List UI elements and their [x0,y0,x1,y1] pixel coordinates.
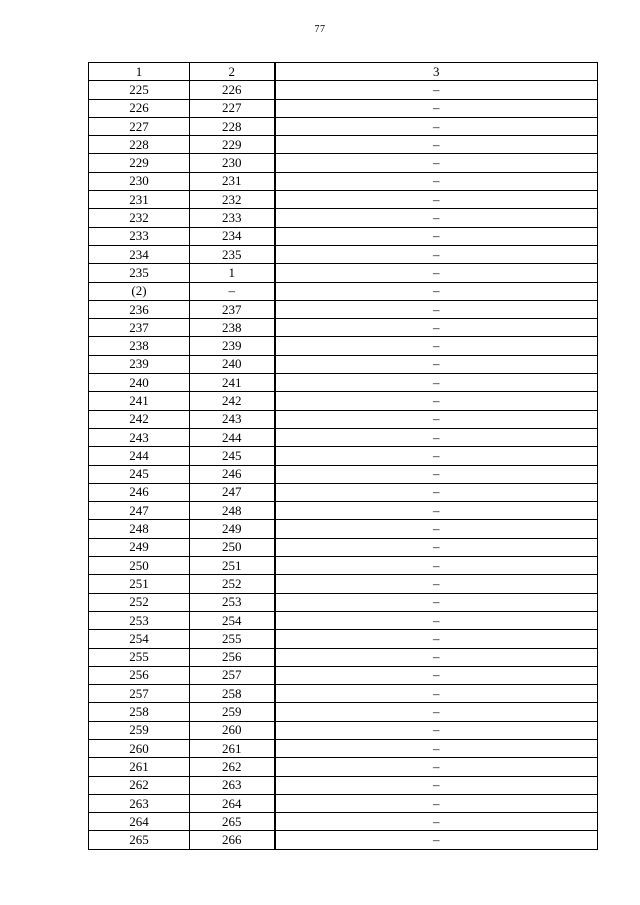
page-number: 77 [314,24,326,35]
table-cell-col-2: 256 [190,648,275,666]
table-cell-col-1: 228 [89,136,190,154]
table-cell-col-2: 228 [190,117,275,135]
table-row [89,319,598,337]
table-cell-col-1: 259 [89,721,190,739]
table-cell-col-1: 230 [89,172,190,190]
table-cell-col-3: – [275,319,598,337]
column-header-3: 3 [275,63,598,81]
table-cell-col-3: – [275,410,598,428]
table-cell-col-1: 246 [89,483,190,501]
table-row [89,300,598,318]
table-cell-col-1: 247 [89,502,190,520]
table-cell-col-3: – [275,245,598,263]
table-cell-col-3: – [275,575,598,593]
table-cell-col-2: – [190,282,275,300]
table-cell-col-2: 248 [190,502,275,520]
table-row [89,337,598,355]
table-cell-col-1: 237 [89,319,190,337]
table-cell-col-3: – [275,813,598,831]
table-cell-col-1: 261 [89,758,190,776]
table-cell-col-3: – [275,172,598,190]
table-row [89,630,598,648]
table-cell-col-2: 260 [190,721,275,739]
table-cell-col-3: – [275,209,598,227]
table-cell-col-1: 229 [89,154,190,172]
table-row [89,813,598,831]
table-row [89,465,598,483]
table-cell-col-1: 240 [89,374,190,392]
table-cell-col-3: – [275,685,598,703]
table-header-row [89,63,598,81]
table-cell-col-1: 242 [89,410,190,428]
table-cell-col-2: 264 [190,794,275,812]
table-row [89,502,598,520]
table-cell-col-2: 239 [190,337,275,355]
table-cell-col-1: 235 [89,264,190,282]
table-cell-col-3: – [275,154,598,172]
table-row [89,374,598,392]
table-cell-col-1: 225 [89,81,190,99]
table-cell-col-1: 260 [89,739,190,757]
table-row [89,264,598,282]
table-row [89,721,598,739]
table-row [89,739,598,757]
table-row [89,776,598,794]
table-cell-col-3: – [275,776,598,794]
table-cell-col-3: – [275,630,598,648]
table-cell-col-1: 256 [89,666,190,684]
table-row [89,758,598,776]
table-cell-col-2: 235 [190,245,275,263]
table-row [89,685,598,703]
table-row [89,538,598,556]
table-row [89,172,598,190]
table-cell-col-3: – [275,703,598,721]
table-cell-col-2: 234 [190,227,275,245]
table-cell-col-3: – [275,264,598,282]
table-row [89,209,598,227]
table-cell-col-1: 249 [89,538,190,556]
table-cell-col-3: – [275,721,598,739]
table-cell-col-3: – [275,502,598,520]
table-cell-col-3: – [275,666,598,684]
table-row [89,245,598,263]
table-cell-col-2: 254 [190,611,275,629]
table-cell-col-3: – [275,191,598,209]
table-cell-col-2: 231 [190,172,275,190]
table-cell-col-3: – [275,117,598,135]
table-cell-col-3: – [275,557,598,575]
table-cell-col-2: 258 [190,685,275,703]
table-cell-col-1: 254 [89,630,190,648]
table-cell-col-2: 1 [190,264,275,282]
table-cell-col-3: – [275,538,598,556]
table-row [89,447,598,465]
table-cell-col-2: 249 [190,520,275,538]
table-cell-col-2: 241 [190,374,275,392]
table-row [89,831,598,849]
table-cell-col-2: 257 [190,666,275,684]
table-cell-col-2: 245 [190,447,275,465]
table-cell-col-3: – [275,483,598,501]
table-cell-col-2: 230 [190,154,275,172]
table-cell-col-1: 250 [89,557,190,575]
table-row [89,392,598,410]
table-cell-col-2: 252 [190,575,275,593]
table-row [89,557,598,575]
table-cell-col-2: 247 [190,483,275,501]
table-cell-col-1: 238 [89,337,190,355]
table-cell-col-1: 251 [89,575,190,593]
table-cell-col-2: 243 [190,410,275,428]
table-cell-col-2: 263 [190,776,275,794]
table-cell-col-3: – [275,337,598,355]
table-cell-col-2: 250 [190,538,275,556]
table-cell-col-1: 255 [89,648,190,666]
table-cell-col-1: 227 [89,117,190,135]
column-header-2: 2 [190,63,275,81]
table-cell-col-2: 227 [190,99,275,117]
table-cell-col-3: – [275,794,598,812]
table-cell-col-2: 253 [190,593,275,611]
table-cell-col-3: – [275,465,598,483]
table-cell-col-3: – [275,300,598,318]
table-cell-col-2: 261 [190,739,275,757]
table-row [89,136,598,154]
table-cell-col-3: – [275,611,598,629]
table-cell-col-3: – [275,99,598,117]
table-cell-col-2: 238 [190,319,275,337]
column-header-1: 1 [89,63,190,81]
table-cell-col-3: – [275,355,598,373]
table-cell-col-2: 259 [190,703,275,721]
table-cell-col-1: 226 [89,99,190,117]
table-cell-col-2: 240 [190,355,275,373]
table-row [89,154,598,172]
table-row [89,703,598,721]
table-row [89,648,598,666]
table-cell-col-2: 246 [190,465,275,483]
table-cell-col-2: 262 [190,758,275,776]
table-cell-col-3: – [275,758,598,776]
table-cell-col-2: 255 [190,630,275,648]
table-cell-col-3: – [275,648,598,666]
table-cell-col-2: 229 [190,136,275,154]
table-cell-col-3: – [275,392,598,410]
table-cell-col-1: 248 [89,520,190,538]
table-cell-col-1: 258 [89,703,190,721]
table-row [89,611,598,629]
table-row [89,282,598,300]
table-cell-col-3: – [275,81,598,99]
table-cell-col-1: 241 [89,392,190,410]
table-row [89,483,598,501]
table-cell-col-1: 232 [89,209,190,227]
table-cell-col-3: – [275,282,598,300]
table-cell-col-2: 265 [190,813,275,831]
table-cell-col-3: – [275,739,598,757]
table-cell-col-1: 252 [89,593,190,611]
table-cell-col-1: 234 [89,245,190,263]
table-cell-col-1: 245 [89,465,190,483]
table-cell-col-1: 233 [89,227,190,245]
table-cell-col-1: 262 [89,776,190,794]
table-row [89,117,598,135]
table-cell-col-3: – [275,831,598,849]
table-cell-col-1: 257 [89,685,190,703]
table-cell-col-2: 226 [190,81,275,99]
table-cell-col-3: – [275,593,598,611]
table-row [89,99,598,117]
table-cell-col-1: 239 [89,355,190,373]
table-row [89,81,598,99]
table-cell-col-2: 242 [190,392,275,410]
table-row [89,191,598,209]
table-cell-col-1: 243 [89,428,190,446]
table-cell-col-1: 263 [89,794,190,812]
table-cell-col-2: 237 [190,300,275,318]
table-cell-col-3: – [275,136,598,154]
table-row [89,593,598,611]
table-cell-col-3: – [275,428,598,446]
table-row [89,575,598,593]
table-cell-col-3: – [275,520,598,538]
table-cell-col-2: 232 [190,191,275,209]
table-cell-col-3: – [275,447,598,465]
table-row [89,520,598,538]
table-row [89,227,598,245]
table-row [89,666,598,684]
table-row [89,794,598,812]
table-body [89,81,598,849]
table-cell-col-1: 265 [89,831,190,849]
table-row [89,410,598,428]
table-cell-col-3: – [275,374,598,392]
table-cell-col-1: 244 [89,447,190,465]
table-cell-col-2: 266 [190,831,275,849]
table-row [89,355,598,373]
table-row [89,428,598,446]
table-cell-col-1: (2) [89,282,190,300]
table-cell-col-3: – [275,227,598,245]
table-cell-col-1: 236 [89,300,190,318]
table-cell-col-2: 233 [190,209,275,227]
table-cell-col-1: 253 [89,611,190,629]
table-cell-col-1: 231 [89,191,190,209]
table-cell-col-2: 251 [190,557,275,575]
table-cell-col-1: 264 [89,813,190,831]
table-cell-col-2: 244 [190,428,275,446]
data-table [88,62,598,850]
